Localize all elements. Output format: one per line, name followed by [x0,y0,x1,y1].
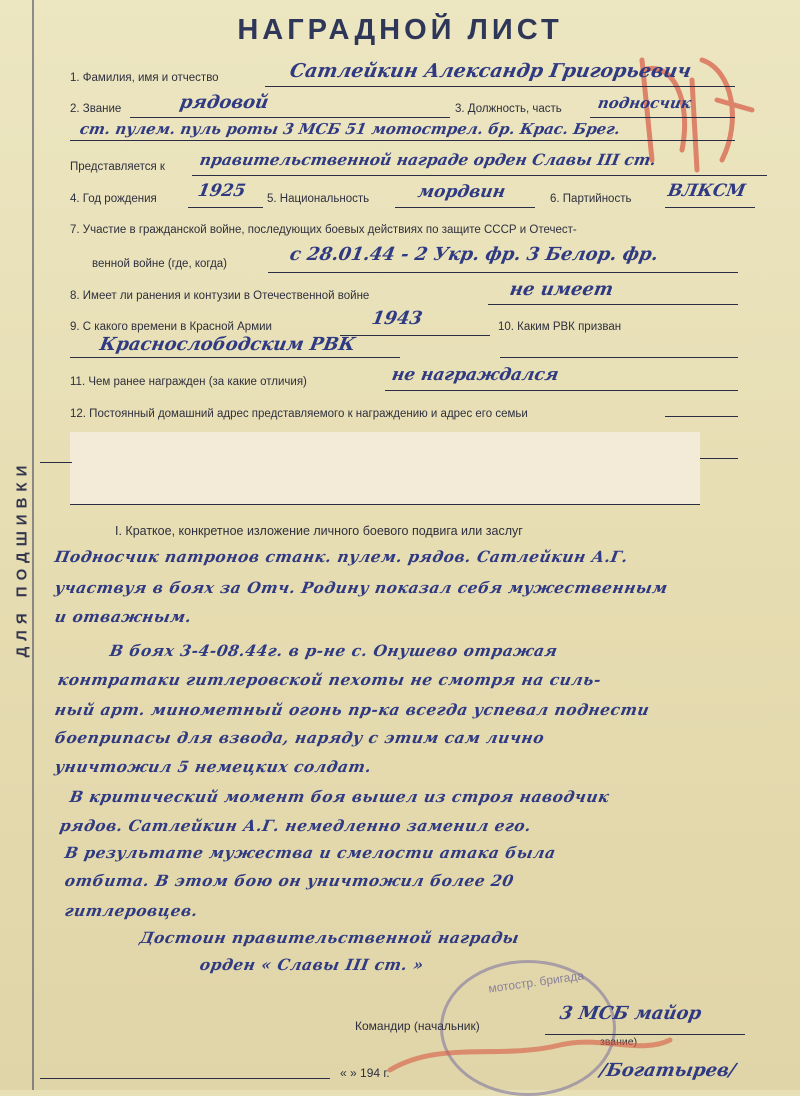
rule-address-2 [40,462,72,463]
story-line-12: отбита. В этом бою он уничтожил более 20 [63,871,516,890]
rule-name [265,86,735,87]
stamp-text: мотостр. бригада [487,968,585,996]
page-title: НАГРАДНОЙ ЛИСТ [237,14,563,46]
rule-drafted-by [70,357,400,358]
binding-margin-text: ДЛЯ ПОДШИВКИ [13,459,31,658]
value-wounds: не имеет [508,279,615,300]
label-rank: 2. Звание [70,103,122,115]
label-drafted-by: 10. Каким РВК призван [498,321,622,333]
story-line-11: В результате мужества и смелости атака была [63,843,558,862]
label-home-address: 12. Постоянный домашний адрес представляемого к награждению и адрес его семьи [70,408,528,420]
story-line-1: Подносчик патронов станк. пулем. рядов. Сатлейкин А.Г. [53,547,630,566]
value-party: ВЛКСМ [666,181,747,201]
rule-address-4 [70,504,700,505]
value-signature: /Богатырев/ [598,1060,738,1081]
story-line-2: участвуя в боях за Отч. Родину показал себя мужественным [53,578,670,597]
rule-drafted-by-2 [500,357,738,358]
story-line-15: орден « Славы III ст. » [198,955,426,974]
value-previous-awards: не награждался [390,365,561,385]
rule-address-3 [700,458,738,459]
section-heading: I. Краткое, конкретное изложение личного боевого подвига или заслуг [115,524,523,538]
value-army-since: 1943 [370,308,424,329]
rule-nationality [395,207,535,208]
rule-war [268,272,738,273]
story-line-6: ный арт. минометный огонь пр-ка всегда успевал поднести [53,700,652,719]
value-name: Сатлейкин Александр Григорьевич [288,60,693,82]
label-rank-caption: звание) [600,1036,638,1048]
rule-rank [130,117,450,118]
label-position: 3. Должность, часть [455,103,562,115]
red-signature-stroke [380,1000,680,1090]
binding-margin-label [2,420,42,720]
label-date: « » 194 г. [340,1066,390,1080]
rule-party [665,207,755,208]
value-war: с 28.01.44 - 2 Укр. фр. 3 Белор. фр. [288,244,660,265]
story-line-5: контратаки гитлеровской пехоты не смотря на силь- [56,670,603,689]
rule-position [590,117,735,118]
rule-presented [192,175,767,176]
redacted-address-area [70,432,700,504]
rule-date [40,1078,330,1079]
story-line-9: В критический момент боя вышел из строя наводчик [68,787,612,806]
value-unit: ст. пулем. пуль роты 3 МСБ 51 мотострел. бр. Крас. Брег. [78,120,622,138]
label-party: 6. Партийность [550,193,632,205]
value-position: подносчик [596,94,693,112]
rule-address [665,416,738,417]
story-line-14: Достоин правительственной награды [138,928,521,947]
rule-wounds [488,304,738,305]
story-line-4: В боях 3-4-08.44г. в р-не с. Онушево отражая [108,641,560,660]
label-birth-year: 4. Год рождения [70,193,157,205]
rule-birth-year [188,207,263,208]
story-line-13: гитлеровцев. [63,901,200,920]
value-drafted-by: Краснослободским РВК [98,334,357,355]
label-wounds: 8. Имеет ли ранения и контузии в Отечественной войне [70,290,370,302]
value-commander: 3 МСБ майор [558,1003,704,1024]
label-commander: Командир (начальник) [355,1019,480,1033]
value-rank: рядовой [178,92,271,113]
value-presented: правительственной награде орден Славы III ст. [198,150,658,169]
value-birth-year: 1925 [196,181,248,201]
story-line-10: рядов. Сатлейкин А.Г. немедленно заменил его. [58,816,533,835]
rule-position-2 [70,140,735,141]
label-nationality: 5. Национальность [267,193,370,205]
story-line-8: уничтожил 5 немецких солдат. [53,757,374,776]
label-name: 1. Фамилия, имя и отчество [70,72,219,84]
story-line-3: и отважным. [53,607,194,626]
rule-previous-awards [385,390,738,391]
rule-army-since [340,335,490,336]
label-war-participation-2: венной войне (где, когда) [92,258,228,270]
label-war-participation: 7. Участие в гражданской войне, последующих боевых действиях по защите СССР и Отечест- [70,224,577,236]
label-presented: Представляется к [70,161,165,173]
story-line-7: боеприпасы для взвода, наряду с этим сам лично [53,728,546,747]
label-previous-awards: 11. Чем ранее награжден (за какие отличия) [70,376,307,388]
value-nationality: мордвин [416,182,507,202]
label-army-since: 9. С какого времени в Красной Армии [70,321,272,333]
